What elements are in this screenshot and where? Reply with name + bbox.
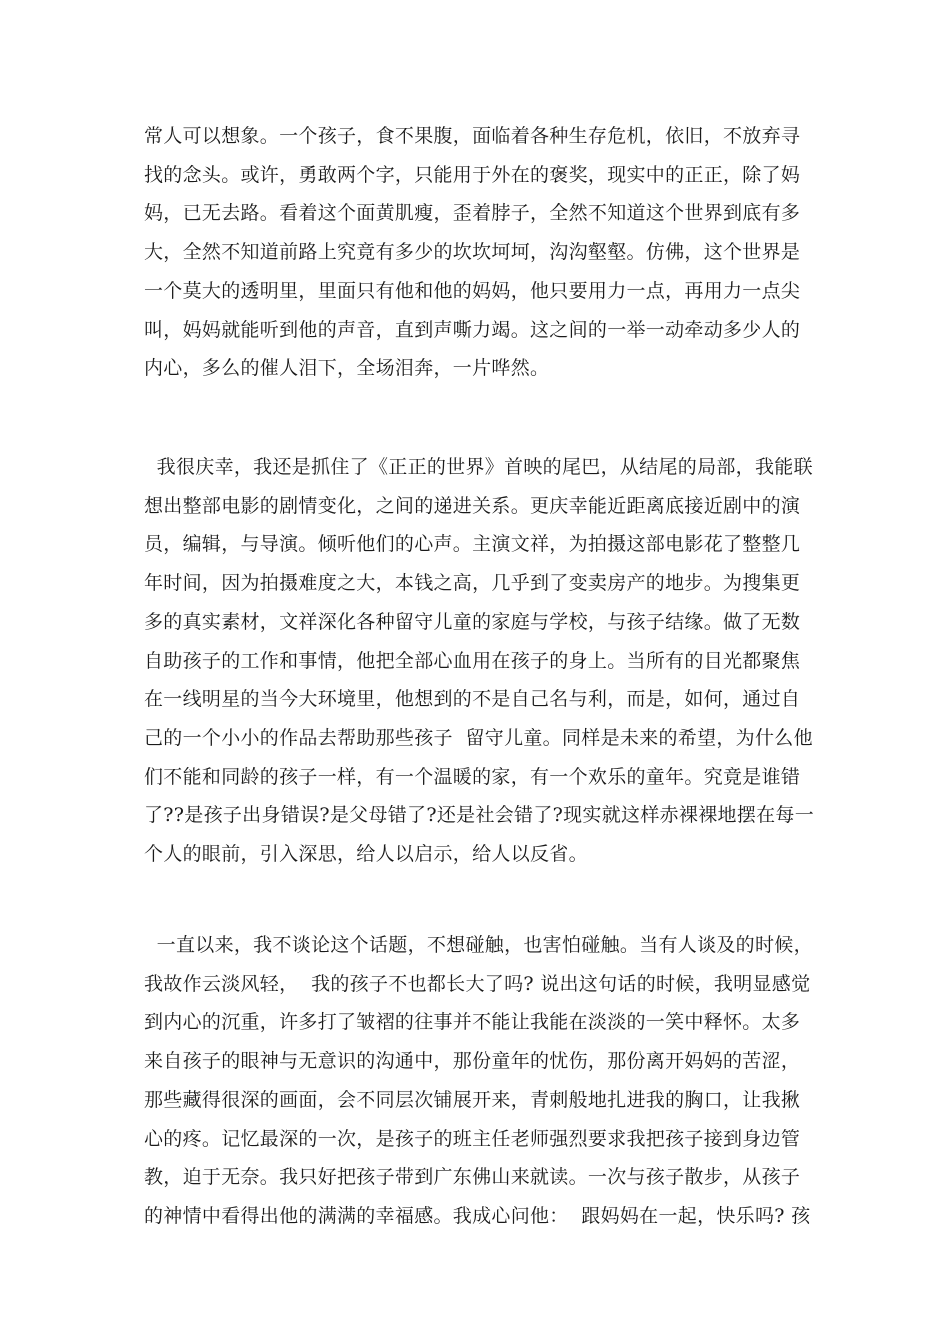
text-line: 到内心的沉重，许多打了皱褶的往事并不能让我能在淡淡的一笑中释怀。太多: [144, 1011, 801, 1034]
text-line: 员，编辑，与导演。倾听他们的心声。主演文祥，为拍摄这部电影花了整整几: [144, 533, 801, 556]
text-line: 大，全然不知道前路上究竟有多少的坎坎坷坷，沟沟壑壑。仿佛，这个世界是: [144, 241, 801, 264]
text-line: 那些藏得很深的画面，会不同层次铺展开来，青刺般地扎进我的胸口，让我揪: [144, 1088, 801, 1111]
paragraph-1: [144, 117, 812, 388]
text-line: 多的真实素材，文祥深化各种留守儿童的家庭与学校，与孩子结缘。做了无数: [144, 610, 801, 633]
text-line: 叫，妈妈就能听到他的声音，直到声嘶力竭。这之间的一举一动牵动多少人的: [144, 318, 801, 341]
text-line: 的神情中看得出他的满满的幸福感。我成心问他： 跟妈妈在一起，快乐吗? 孩: [144, 1204, 811, 1227]
text-line: 我很庆幸，我还是抓住了《正正的世界》首映的尾巴，从结尾的局部，我能联: [144, 456, 813, 478]
paragraph-2: [144, 448, 815, 874]
text-line: 心的疼。记忆最深的一次，是孩子的班主任老师强烈要求我把孩子接到身边管: [144, 1127, 801, 1150]
text-line: 来自孩子的眼神与无意识的沟通中，那份童年的忧伤，那份离开妈妈的苦涩，: [144, 1050, 801, 1073]
text-line: 在一线明星的当今大环境里，他想到的不是自己名与利，而是，如何，通过自: [144, 688, 801, 711]
text-line: 一个莫大的透明里，里面只有他和他的妈妈，他只要用力一点，再用力一点尖: [144, 279, 801, 302]
text-line: 们不能和同龄的孩子一样，有一个温暖的家，有一个欢乐的童年。究竟是谁错: [144, 765, 801, 788]
text-line: 教，迫于无奈。我只好把孩子带到广东佛山来就读。一次与孩子散步，从孩子: [144, 1166, 801, 1189]
text-line: 自助孩子的工作和事情，他把全部心血用在孩子的身上。当所有的目光都聚焦: [144, 649, 801, 672]
text-line: 想出整部电影的剧情变化，之间的递进关系。更庆幸能近距离底接近剧中的演: [144, 494, 801, 517]
text-line: 我故作云淡风轻， 我的孩子不也都长大了吗? 说出这句话的时候，我明显感觉: [144, 972, 811, 995]
text-line: 年时间，因为拍摄难度之大，本钱之高，几乎到了变卖房产的地步。为搜集更: [144, 572, 801, 595]
text-line: 了??是孩子出身错误?是父母错了?还是社会错了?现实就这样赤裸裸地摆在每一: [144, 804, 815, 827]
text-line: 常人可以想象。一个孩子，食不果腹，面临着各种生存危机，依旧，不放弃寻: [144, 125, 801, 147]
text-line: 找的念头。或许，勇敢两个字，只能用于外在的褒奖，现实中的正正，除了妈: [144, 163, 801, 186]
text-line: 妈，已无去路。看着这个面黄肌瘦，歪着脖子，全然不知道这个世界到底有多: [144, 202, 801, 225]
text-line: 己的一个小小的作品去帮助那些孩子 留守儿童。同样是未来的希望，为什么他: [144, 726, 813, 749]
paragraph-3: [144, 926, 812, 1236]
text-line: 个人的眼前，引入深思，给人以启示，给人以反省。: [144, 843, 588, 866]
text-line: 内心，多么的催人泪下，全场泪奔，一片哗然。: [144, 357, 550, 380]
text-line: 一直以来，我不谈论这个话题，不想碰触，也害怕碰触。当有人谈及的时候，: [144, 934, 813, 956]
